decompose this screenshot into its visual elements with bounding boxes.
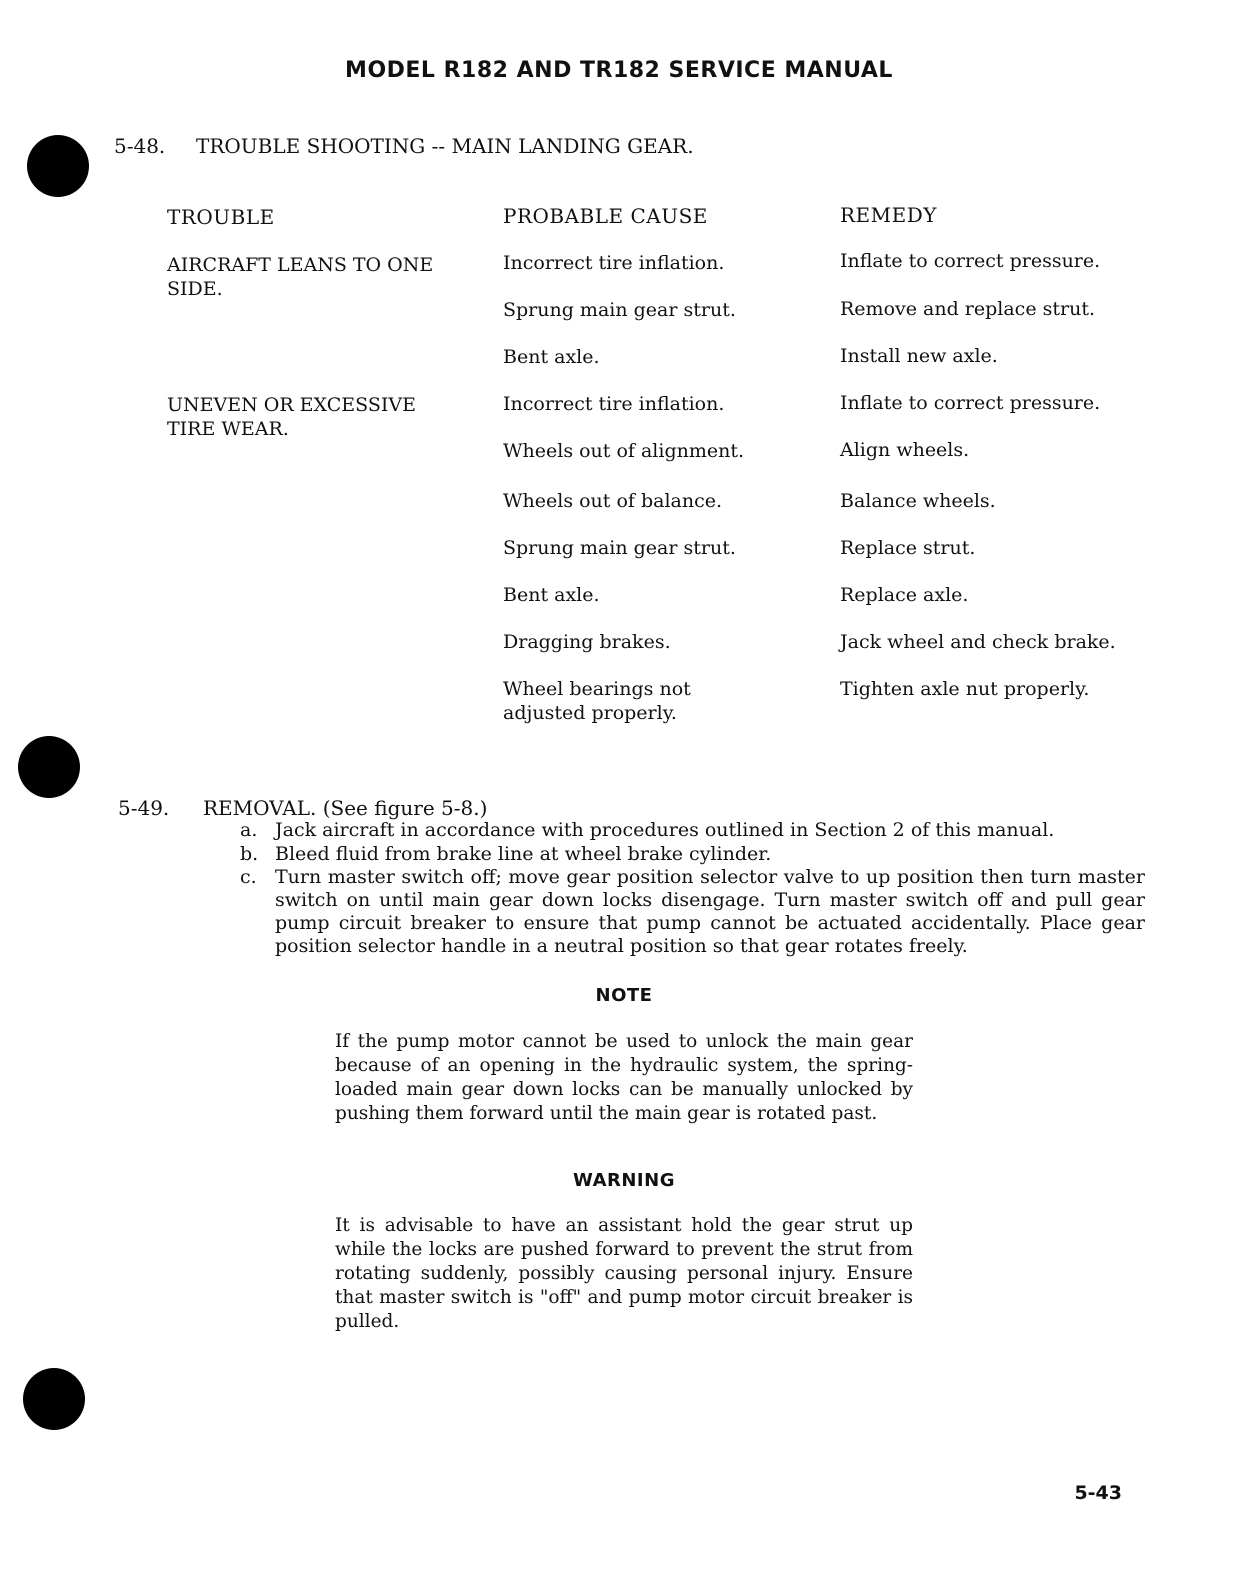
remedy-cell: Balance wheels. — [840, 490, 996, 512]
cause-cell: Sprung main gear strut. — [503, 537, 736, 559]
remedy-cell: Install new axle. — [840, 345, 998, 367]
remedy-cell: Replace strut. — [840, 537, 976, 559]
step-letter: a. — [240, 819, 258, 841]
cause-cell: Bent axle. — [503, 584, 600, 606]
cause-cell: Dragging brakes. — [503, 631, 671, 653]
section-number: 5-48. — [114, 134, 166, 158]
step-text: Jack aircraft in accordance with procedures outlined in Section 2 of this manual. — [275, 819, 1055, 841]
warning-text: It is advisable to have an assistant hold the gear strut up while the locks are pushed forward to prevent the strut from rotating suddenly, possibly causing personal injury. Ensure that master switch is "off" and pump motor circuit breaker is pulled. — [335, 1215, 913, 1332]
cause-cell: Wheel bearings not adjusted properly. — [503, 678, 691, 724]
page-title: MODEL R182 AND TR182 SERVICE MANUAL — [345, 58, 893, 83]
remedy-cell: Jack wheel and check brake. — [840, 631, 1116, 653]
note-text: If the pump motor cannot be used to unlock the main gear because of an opening in the hydraulic system, the spring-loaded main gear down locks can be manually unlocked by pushing them forward until the main gear is rotated past. — [335, 1031, 913, 1124]
cause-cell: Bent axle. — [503, 346, 600, 368]
cause-cell: Wheels out of balance. — [503, 490, 723, 512]
cause-cell: Wheels out of alignment. — [503, 440, 745, 462]
section-title: TROUBLE SHOOTING -- MAIN LANDING GEAR. — [196, 134, 694, 158]
trouble-item: AIRCRAFT LEANS TO ONE SIDE. — [167, 254, 434, 300]
column-header-probable-cause: PROBABLE CAUSE — [503, 204, 708, 228]
step-text: Turn master switch off; move gear position selector valve to up position then turn master switch on until main gear down locks disengage. Turn master switch off and pull gear pump circuit breaker to ensure that pump cannot be actuated accidentally. Place gear position selector handle in a neutral position so that gear rotates freely. — [275, 866, 1145, 957]
remedy-cell: Replace axle. — [840, 584, 969, 606]
warning-heading: WARNING — [573, 1170, 675, 1191]
step-letter: c. — [240, 866, 257, 888]
cause-cell: Incorrect tire inflation. — [503, 393, 725, 415]
page-number: 5-43 — [1074, 1482, 1122, 1504]
binder-hole — [23, 1368, 85, 1430]
remedy-cell: Align wheels. — [840, 439, 970, 461]
column-header-trouble: TROUBLE — [167, 205, 275, 229]
column-header-remedy: REMEDY — [840, 203, 937, 227]
trouble-item: UNEVEN OR EXCESSIVE TIRE WEAR. — [167, 394, 416, 440]
step-letter: b. — [240, 843, 259, 865]
note-heading: NOTE — [595, 985, 653, 1006]
remedy-cell: Inflate to correct pressure. — [840, 392, 1101, 414]
step-text: Bleed fluid from brake line at wheel brake cylinder. — [275, 843, 772, 865]
remedy-cell: Remove and replace strut. — [840, 298, 1095, 320]
section-number: 5-49. — [118, 796, 170, 820]
binder-hole — [18, 736, 80, 798]
binder-hole — [27, 135, 89, 197]
cause-cell: Sprung main gear strut. — [503, 299, 736, 321]
remedy-cell: Tighten axle nut properly. — [840, 678, 1090, 700]
remedy-cell: Inflate to correct pressure. — [840, 250, 1101, 272]
cause-cell: Incorrect tire inflation. — [503, 252, 725, 274]
section-title: REMOVAL. (See figure 5-8.) — [203, 796, 488, 820]
